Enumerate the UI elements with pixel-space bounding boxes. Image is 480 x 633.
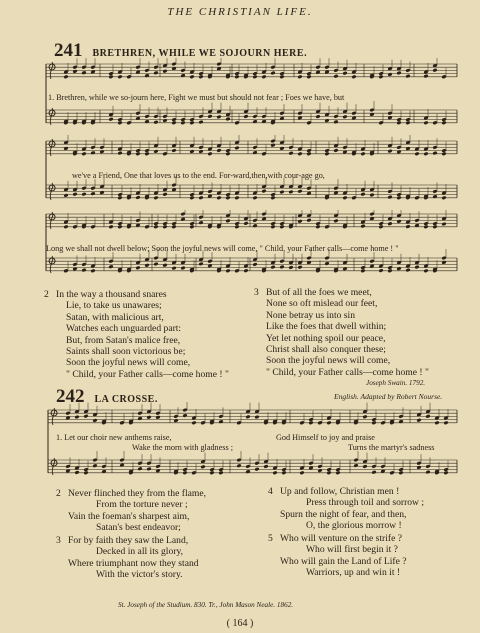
note-head: [306, 152, 311, 156]
note-head: [171, 225, 176, 229]
note-head: [315, 225, 320, 229]
verse-line: Warriors, up and win it !: [306, 567, 401, 579]
note-head: [342, 196, 347, 200]
hymn-241-verse-3: [254, 287, 429, 378]
note-head: [117, 196, 122, 200]
note-head: [189, 225, 194, 229]
note-head: [297, 152, 302, 156]
note-head: [396, 121, 401, 125]
running-head: THE CHRISTIAN LIFE.: [167, 6, 313, 18]
hymn-241-author: Joseph Swain. 1792.: [366, 379, 426, 387]
note-head: [218, 419, 223, 423]
hymn-241-verse-2: [44, 289, 229, 380]
verse-line: Who will venture on the strife ?: [280, 533, 403, 544]
note-head: [270, 196, 275, 200]
note-head: [254, 467, 259, 471]
verse-line: With the victor's story.: [96, 569, 183, 581]
note-head: [306, 218, 311, 222]
note-head: [416, 465, 421, 469]
note-head: [425, 414, 430, 418]
note-head: [245, 415, 250, 419]
note-head: [279, 146, 284, 150]
note-head: [261, 189, 266, 193]
note-head: [72, 267, 77, 271]
note-head: [279, 75, 284, 79]
note-head: [198, 196, 203, 200]
note-head: [270, 143, 275, 147]
hymn-242-verse-4: [268, 486, 425, 532]
note-head: [207, 152, 212, 156]
note-head: [189, 121, 194, 125]
note-head: [144, 73, 149, 77]
verse-line: Who will first begin it ?: [306, 544, 398, 556]
note-head: [63, 75, 68, 79]
note-head: [146, 467, 151, 471]
hymn-242-title: LA CROSSE.: [94, 394, 158, 405]
note-head: [441, 222, 446, 226]
note-head: [81, 71, 86, 75]
note-head: [299, 471, 304, 475]
note-head: [297, 219, 302, 223]
note-head: [243, 268, 248, 272]
note-head: [198, 120, 203, 124]
verse-line: Like the foes that dwell within;: [266, 321, 387, 333]
note-head: [63, 225, 68, 229]
note-head: [252, 196, 257, 200]
note-head: [335, 471, 340, 475]
note-head: [396, 150, 401, 154]
note-head: [434, 421, 439, 425]
note-head: [153, 225, 158, 229]
note-head: [155, 469, 160, 473]
note-head: [333, 74, 338, 78]
note-head: [279, 190, 284, 194]
verse-number: 4: [268, 486, 273, 497]
note-head: [92, 418, 97, 422]
note-head: [362, 415, 367, 419]
verse-number: 3: [254, 287, 259, 298]
note-head: [297, 75, 302, 79]
note-head: [270, 225, 275, 229]
verse-line: None betray us into sin: [266, 309, 355, 321]
verse-line: Who will gain the Land of Life ?: [280, 555, 407, 567]
hymn-241-lyric-line-1: 1. Brethren, while we so-journ here, Fight we must but should not fear ; Foes we have, but: [48, 93, 345, 102]
note-head: [270, 265, 275, 269]
note-head: [182, 471, 187, 475]
hymn-242-verse-2: [56, 488, 206, 534]
note-head: [387, 269, 392, 273]
note-head: [72, 192, 77, 196]
note-head: [108, 265, 113, 269]
note-head: [137, 416, 142, 420]
note-head: [108, 75, 113, 79]
note-head: [288, 151, 293, 155]
verse-line: None so oft mislead our feet,: [266, 298, 378, 310]
note-head: [225, 196, 230, 200]
verse-number: 5: [268, 533, 273, 544]
hymn-242-lyric-line-2a: Wake the morn with gladness ;: [132, 443, 233, 452]
hymn-242-credit: English. Adapted by Robert Nourse.: [334, 392, 443, 401]
hymn-242-lyric-line-1b: God Himself to joy and praise: [276, 433, 375, 442]
verse-line: Vain the foeman's sharpest aim,: [68, 510, 190, 522]
hymn-242-lyric-line-2b: Turns the martyr's sadness: [348, 443, 435, 452]
note-head: [189, 149, 194, 153]
verse-line: Soon the joyful news will come,: [66, 357, 191, 369]
note-head: [162, 192, 167, 196]
note-head: [441, 196, 446, 200]
verse-line: Decked in all its glory,: [96, 546, 184, 558]
note-head: [360, 224, 365, 228]
verse-number: 3: [56, 535, 61, 546]
note-head: [243, 114, 248, 118]
note-head: [191, 421, 196, 425]
verse-line: Satan's best endeavor;: [96, 522, 181, 534]
note-head: [153, 196, 158, 200]
verse-line: Spurn the night of fear, and then,: [280, 508, 407, 520]
note-head: [171, 266, 176, 270]
note-head: [146, 415, 151, 419]
note-head: [180, 121, 185, 125]
note-head: [441, 121, 446, 125]
note-head: [333, 219, 338, 223]
note-head: [405, 121, 410, 125]
note-head: [171, 148, 176, 152]
staff: [48, 402, 457, 425]
note-head: [81, 192, 86, 196]
note-head: [173, 418, 178, 422]
note-head: [216, 115, 221, 119]
hymn-242-number: 242: [56, 386, 85, 407]
note-head: [135, 152, 140, 156]
verse-line: Up and follow, Christian men !: [280, 486, 400, 497]
note-head: [371, 421, 376, 425]
note-head: [443, 471, 448, 475]
note-head: [153, 262, 158, 266]
note-head: [182, 413, 187, 417]
note-head: [189, 75, 194, 79]
note-head: [441, 152, 446, 156]
note-head: [432, 68, 437, 72]
verse-line: Yet let nothing spoil our peace,: [266, 332, 386, 344]
verse-line: O, the glorious morrow !: [306, 520, 402, 532]
note-head: [137, 467, 142, 471]
verse-line: " Child, your Father calls—come home ! ": [266, 366, 429, 378]
note-head: [72, 69, 77, 73]
staff: [46, 135, 457, 156]
note-head: [405, 268, 410, 272]
note-head: [252, 224, 257, 228]
note-head: [324, 261, 329, 265]
note-head: [90, 191, 95, 195]
note-head: [81, 152, 86, 156]
note-head: [333, 148, 338, 152]
note-head: [443, 421, 448, 425]
note-head: [342, 115, 347, 119]
note-head: [198, 220, 203, 224]
note-head: [216, 148, 221, 152]
note-head: [225, 219, 230, 223]
verse-line: Soon the joyful news will come,: [266, 355, 391, 367]
verse-number: 2: [56, 488, 61, 499]
staff: [48, 451, 457, 475]
note-head: [90, 269, 95, 273]
note-head: [261, 75, 266, 79]
note-head: [245, 469, 250, 473]
verse-line: But, from Satan's malice free,: [66, 334, 181, 346]
note-head: [324, 118, 329, 122]
note-head: [342, 71, 347, 75]
note-head: [209, 471, 214, 475]
note-head: [81, 268, 86, 272]
note-head: [108, 117, 113, 121]
verse-line: But of all the foes we meet,: [266, 287, 372, 298]
note-head: [387, 72, 392, 76]
note-head: [288, 190, 293, 194]
staff: [46, 58, 457, 79]
note-head: [99, 190, 104, 194]
note-head: [351, 75, 356, 79]
note-head: [279, 116, 284, 120]
hymn-242-verse-3: [56, 535, 199, 581]
page-number: ( 164 ): [226, 618, 254, 629]
note-head: [423, 121, 428, 125]
note-head: [281, 471, 286, 475]
note-head: [270, 71, 275, 75]
note-head: [207, 114, 212, 118]
note-head: [198, 149, 203, 153]
note-head: [180, 217, 185, 221]
note-head: [74, 470, 79, 474]
note-head: [369, 193, 374, 197]
note-head: [272, 471, 277, 475]
note-head: [117, 121, 122, 125]
verse-line: Where triumphant now they stand: [68, 557, 199, 569]
note-head: [234, 196, 239, 200]
note-head: [387, 195, 392, 199]
note-head: [396, 219, 401, 223]
hymn-242-author: St. Joseph of the Studium. 830. Tr., John Mason Neale. 1862.: [118, 601, 294, 609]
verse-line: " Child, your Father calls—come home ! ": [66, 368, 229, 380]
note-head: [90, 151, 95, 155]
note-head: [171, 121, 176, 125]
note-head: [423, 269, 428, 273]
note-head: [108, 225, 113, 229]
note-head: [198, 262, 203, 266]
note-head: [234, 225, 239, 229]
note-head: [405, 146, 410, 150]
verse-line: Saints shall soon victorious be;: [66, 346, 186, 358]
note-head: [225, 152, 230, 156]
note-head: [423, 225, 428, 229]
note-head: [162, 263, 167, 267]
note-head: [117, 225, 122, 229]
note-head: [297, 189, 302, 193]
note-head: [396, 266, 401, 270]
note-head: [234, 146, 239, 150]
verse-line: In the way a thousand snares: [56, 289, 167, 300]
note-head: [423, 152, 428, 156]
note-head: [414, 152, 419, 156]
note-head: [360, 269, 365, 273]
note-head: [216, 196, 221, 200]
note-head: [144, 263, 149, 267]
note-head: [144, 152, 149, 156]
note-head: [153, 71, 158, 75]
note-head: [360, 192, 365, 196]
note-head: [371, 470, 376, 474]
note-head: [63, 193, 68, 197]
note-head: [200, 465, 205, 469]
note-head: [153, 149, 158, 153]
note-head: [83, 471, 88, 475]
note-head: [317, 468, 322, 472]
note-head: [432, 151, 437, 155]
note-head: [180, 266, 185, 270]
note-head: [326, 421, 331, 425]
verse-line: Never flinched they from the flame,: [68, 488, 206, 499]
note-head: [306, 75, 311, 79]
note-head: [252, 262, 257, 266]
note-head: [342, 267, 347, 271]
note-head: [162, 69, 167, 73]
note-head: [387, 222, 392, 226]
note-head: [425, 470, 430, 474]
note-head: [83, 414, 88, 418]
note-head: [263, 464, 268, 468]
note-head: [360, 152, 365, 156]
note-head: [162, 225, 167, 229]
hymn-241-number: 241: [54, 40, 83, 61]
note-head: [297, 265, 302, 269]
note-head: [189, 196, 194, 200]
staff: [46, 101, 457, 125]
note-head: [65, 469, 70, 473]
note-head: [387, 149, 392, 153]
note-head: [63, 146, 68, 150]
note-head: [92, 464, 97, 468]
note-head: [308, 421, 313, 425]
note-head: [432, 225, 437, 229]
note-head: [279, 225, 284, 229]
hymn-242-lyric-line-1a: 1. Let our choir new anthems raise,: [56, 433, 172, 442]
note-head: [414, 265, 419, 269]
note-head: [135, 266, 140, 270]
note-head: [117, 151, 122, 155]
verse-line: Watches each unguarded part:: [66, 323, 182, 335]
note-head: [405, 74, 410, 78]
note-head: [234, 75, 239, 79]
note-head: [162, 118, 167, 122]
note-head: [74, 415, 79, 419]
verse-line: For by faith they saw the Land,: [68, 535, 189, 546]
note-head: [353, 463, 358, 467]
note-head: [326, 471, 331, 475]
note-head: [378, 75, 383, 79]
note-head: [396, 71, 401, 75]
verse-line: Press through toil and sorrow ;: [306, 497, 425, 509]
note-head: [155, 415, 160, 419]
verse-line: From the torture never ;: [96, 499, 188, 511]
note-head: [99, 149, 104, 153]
verse-line: Lie, to take us unawares;: [66, 300, 162, 312]
note-head: [218, 471, 223, 475]
note-head: [236, 464, 241, 468]
hymn-241-lyric-line-2: we've a Friend, One that loves us to the end. For-ward,then,with cour-age go,: [72, 171, 325, 180]
note-head: [117, 75, 122, 79]
note-head: [362, 464, 367, 468]
note-head: [416, 418, 421, 422]
note-head: [135, 116, 140, 120]
staff: [46, 210, 457, 229]
note-head: [378, 268, 383, 272]
note-head: [252, 75, 257, 79]
note-head: [398, 471, 403, 475]
note-head: [279, 265, 284, 269]
note-head: [225, 269, 230, 273]
note-head: [396, 196, 401, 200]
note-head: [153, 120, 158, 124]
note-head: [378, 225, 383, 229]
note-head: [135, 195, 140, 199]
verse-number: 2: [44, 289, 49, 300]
hymn-241-title: BRETHREN, WHILE WE SOJOURN HERE.: [92, 48, 308, 59]
note-head: [288, 265, 293, 269]
note-head: [243, 221, 248, 225]
note-head: [198, 75, 203, 79]
note-head: [324, 152, 329, 156]
note-head: [254, 415, 259, 419]
note-head: [333, 120, 338, 124]
hymn-241-lyric-line-3: Long we shall not dwell below; Soon the joyful news will come, " Child, your Father calls—come home ! ": [46, 244, 399, 253]
verse-line: Christ shall also conquer these;: [266, 344, 386, 356]
note-head: [423, 74, 428, 78]
verse-line: Satan, with malicious art,: [66, 311, 164, 323]
note-head: [225, 117, 230, 121]
note-head: [315, 114, 320, 118]
hymn-242-verse-5: [268, 533, 407, 579]
note-head: [405, 224, 410, 228]
